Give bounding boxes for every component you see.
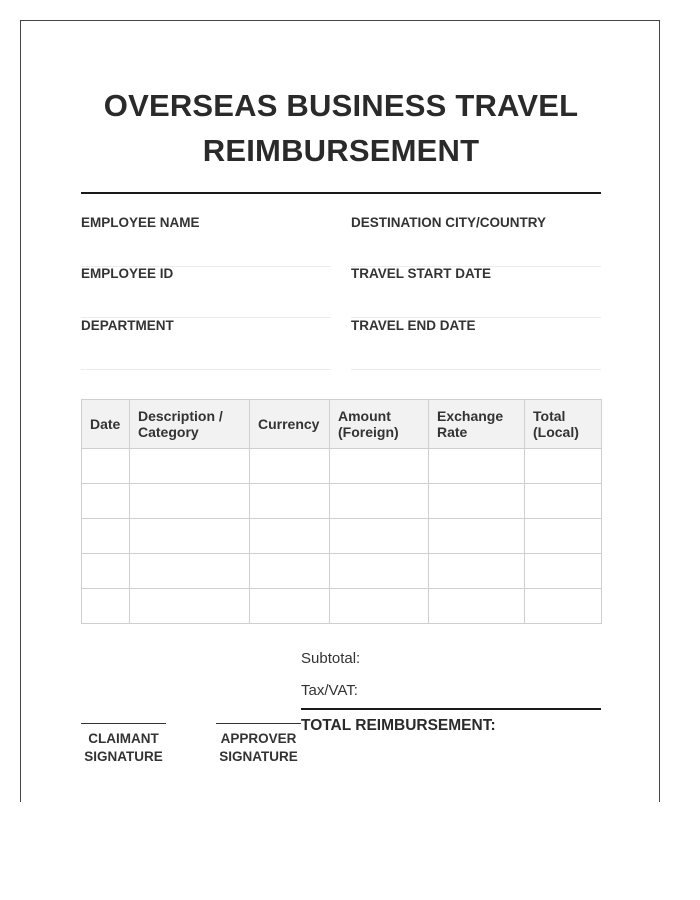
table-cell[interactable] — [82, 589, 130, 624]
claimant-signature-line[interactable] — [81, 723, 166, 766]
tax-vat-label: Tax/VAT: — [301, 682, 358, 699]
table-row — [82, 449, 602, 484]
title-line-1: OVERSEAS BUSINESS TRAVEL — [103, 88, 579, 123]
table-row — [82, 519, 602, 554]
employee-id-label: EMPLOYEE ID — [81, 266, 174, 281]
table-cell[interactable] — [250, 554, 330, 589]
table-cell[interactable] — [525, 554, 602, 589]
header-currency: Currency — [250, 400, 330, 449]
table-cell[interactable] — [525, 589, 602, 624]
travel-end-date-field[interactable] — [351, 318, 601, 370]
table-cell[interactable] — [429, 484, 525, 519]
claimant-signature-label-2: SIGNATURE — [84, 749, 163, 764]
table-cell[interactable] — [525, 519, 602, 554]
travel-start-date-field[interactable] — [351, 266, 601, 318]
subtotal-label: Subtotal: — [301, 650, 361, 667]
table-cell[interactable] — [130, 589, 250, 624]
employee-name-field[interactable] — [81, 215, 331, 267]
table-cell[interactable] — [82, 519, 130, 554]
table-cell[interactable] — [330, 484, 429, 519]
approver-signature-label-1: APPROVER — [220, 731, 297, 746]
table-cell[interactable] — [525, 484, 602, 519]
table-cell[interactable] — [330, 589, 429, 624]
table-cell[interactable] — [330, 554, 429, 589]
travel-end-date-label: TRAVEL END DATE — [351, 318, 476, 333]
expense-table-header-row — [82, 400, 602, 449]
approver-signature-label-2: SIGNATURE — [219, 749, 298, 764]
table-cell[interactable] — [82, 484, 130, 519]
expense-table — [81, 399, 602, 624]
table-cell[interactable] — [130, 554, 250, 589]
table-row — [82, 484, 602, 519]
table-cell[interactable] — [429, 519, 525, 554]
approver-signature-line[interactable] — [216, 723, 301, 766]
table-cell[interactable] — [82, 449, 130, 484]
table-cell[interactable] — [250, 484, 330, 519]
table-cell[interactable] — [330, 519, 429, 554]
total-divider — [301, 708, 601, 710]
destination-field[interactable] — [351, 215, 601, 267]
table-cell[interactable] — [250, 519, 330, 554]
table-cell[interactable] — [130, 484, 250, 519]
title-line-2: REIMBURSEMENT — [202, 133, 480, 168]
claimant-signature-label-1: CLAIMANT — [88, 731, 159, 746]
header-exchange-rate: Exchange Rate — [429, 400, 525, 449]
employee-id-field[interactable] — [81, 266, 331, 318]
table-cell[interactable] — [130, 519, 250, 554]
table-cell[interactable] — [250, 449, 330, 484]
header-total-local: Total (Local) — [525, 400, 602, 449]
table-cell[interactable] — [250, 589, 330, 624]
table-cell[interactable] — [130, 449, 250, 484]
table-cell[interactable] — [330, 449, 429, 484]
table-row — [82, 589, 602, 624]
table-cell[interactable] — [429, 449, 525, 484]
department-field[interactable] — [81, 318, 331, 370]
table-cell[interactable] — [429, 554, 525, 589]
header-date: Date — [82, 400, 130, 449]
total-reimbursement-label: TOTAL REIMBURSEMENT: — [301, 717, 496, 734]
department-label: DEPARTMENT — [81, 318, 174, 333]
table-cell[interactable] — [429, 589, 525, 624]
header-amount-foreign: Amount (Foreign) — [330, 400, 429, 449]
destination-label: DESTINATION CITY/COUNTRY — [351, 215, 546, 230]
travel-start-date-label: TRAVEL START DATE — [351, 266, 491, 281]
table-cell[interactable] — [525, 449, 602, 484]
employee-name-label: EMPLOYEE NAME — [81, 215, 200, 230]
table-row — [82, 554, 602, 589]
table-cell[interactable] — [82, 554, 130, 589]
title-divider — [81, 192, 601, 194]
form-title — [21, 83, 661, 173]
reimbursement-form-page — [20, 20, 660, 802]
header-description: Description / Category — [130, 400, 250, 449]
expense-table-body — [82, 449, 602, 624]
